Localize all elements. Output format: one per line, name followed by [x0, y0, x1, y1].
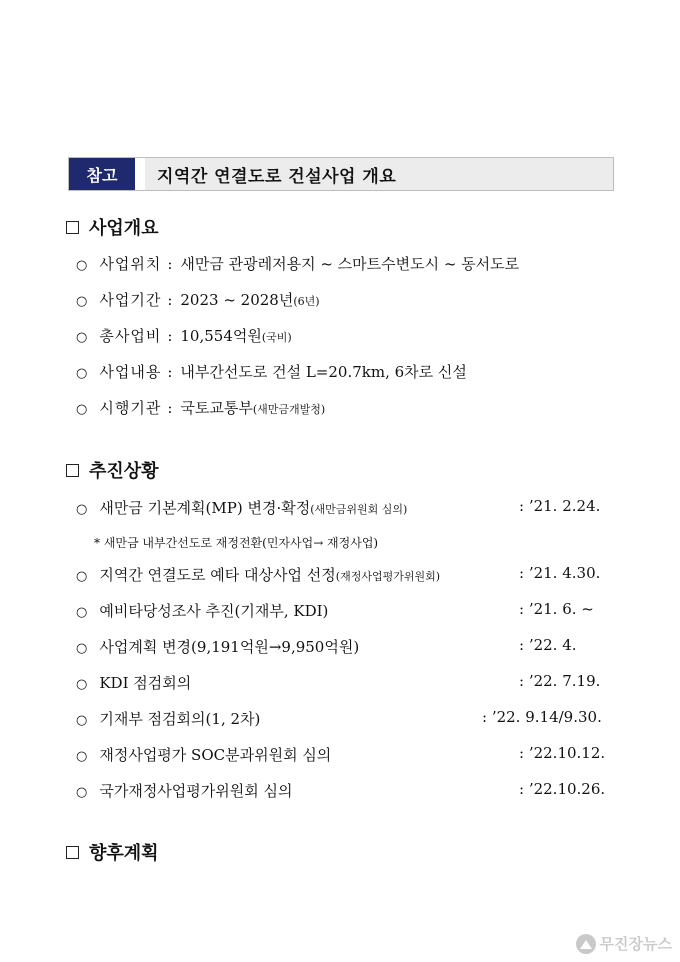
- overview-value: 내부간선도로 건설 L=20.7km, 6차로 신설: [180, 363, 467, 381]
- progress-item: [76, 708, 260, 729]
- overview-label: 사업위치: [99, 255, 162, 273]
- circle-bullet-icon: ○: [76, 605, 88, 620]
- progress-text: 국가재정사업평가위원회 심의: [99, 782, 293, 800]
- progress-text: 지역간 연결도로 예타 대상사업 선정: [99, 566, 336, 584]
- overview-value: 새만금 관광레저용지 ~ 스마트수변도시 ~ 동서도로: [180, 255, 520, 273]
- overview-label: 총사업비: [99, 327, 162, 345]
- progress-item: [76, 672, 191, 693]
- section-progress-title: 추진상황: [89, 461, 159, 482]
- progress-note: (재정사업평가위원회): [335, 570, 440, 583]
- watermark: [576, 933, 672, 954]
- circle-bullet-icon: ○: [76, 502, 88, 517]
- mountain-logo-icon: [576, 934, 596, 954]
- progress-item: [76, 600, 328, 621]
- circle-bullet-icon: ○: [76, 749, 88, 764]
- circle-bullet-icon: ○: [76, 713, 88, 728]
- circle-bullet-icon: ○: [76, 294, 88, 309]
- progress-item: [76, 780, 292, 801]
- progress-note: (새만금위원회 심의): [310, 503, 408, 516]
- colon-separator: :: [167, 327, 173, 345]
- section-plan-title: 향후계획: [89, 843, 159, 864]
- overview-row-agency: [76, 397, 325, 418]
- colon-separator: :: [167, 255, 173, 273]
- circle-bullet-icon: ○: [76, 677, 88, 692]
- circle-bullet-icon: ○: [76, 366, 88, 381]
- progress-item: [76, 744, 331, 765]
- overview-value: 2023 ~ 2028년: [180, 291, 294, 309]
- progress-date: : ’22. 9.14/9.30.: [482, 708, 602, 726]
- overview-value: 10,554억원: [180, 327, 262, 345]
- section-overview-heading: [66, 214, 159, 240]
- section-overview-title: 사업개요: [89, 218, 159, 239]
- circle-bullet-icon: ○: [76, 402, 88, 417]
- overview-note: (6년): [293, 295, 320, 308]
- progress-text: KDI 점검회의: [99, 674, 192, 692]
- overview-value: 국토교통부: [180, 399, 253, 417]
- circle-bullet-icon: ○: [76, 258, 88, 273]
- progress-text: 새만금 기본계획(MP) 변경·확정: [99, 499, 311, 517]
- progress-date: : ’22.10.26.: [519, 780, 606, 798]
- circle-bullet-icon: ○: [76, 330, 88, 345]
- section-progress-heading: [66, 457, 159, 483]
- progress-text: 재정사업평가 SOC분과위원회 심의: [99, 746, 332, 764]
- progress-text: 예비타당성조사 추진(기재부, KDI): [99, 602, 329, 620]
- circle-bullet-icon: ○: [76, 641, 88, 656]
- section-plan-heading: [66, 839, 159, 865]
- checkbox-square-icon: [66, 846, 79, 859]
- overview-row-cost: [76, 325, 292, 346]
- progress-item: [76, 564, 440, 585]
- progress-item: [76, 497, 407, 518]
- overview-row-content: [76, 361, 467, 382]
- progress-date: : ’22.10.12.: [519, 744, 606, 762]
- overview-label: 시행기관: [99, 399, 162, 417]
- progress-item: [76, 636, 359, 657]
- colon-separator: :: [167, 399, 173, 417]
- title-box-gap: [135, 158, 145, 190]
- progress-date: : ’22. 4.: [519, 636, 577, 654]
- box-title-text: 지역간 연결도로 건설사업 개요: [145, 158, 613, 190]
- overview-row-location: [76, 253, 519, 274]
- colon-separator: :: [167, 363, 173, 381]
- checkbox-square-icon: [66, 464, 79, 477]
- progress-text: 사업계획 변경(9,191억원→9,950억원): [99, 638, 360, 656]
- overview-label: 사업내용: [99, 363, 162, 381]
- progress-date: : ’21. 6. ~: [519, 600, 594, 618]
- overview-label: 사업기간: [99, 291, 162, 309]
- circle-bullet-icon: ○: [76, 785, 88, 800]
- progress-date: : ’21. 2.24.: [519, 497, 601, 515]
- progress-date: : ’22. 7.19.: [519, 672, 601, 690]
- progress-date: : ’21. 4.30.: [519, 564, 601, 582]
- checkbox-square-icon: [66, 221, 79, 234]
- overview-note: (국비): [261, 331, 292, 344]
- colon-separator: :: [167, 291, 173, 309]
- progress-text: 기재부 점검회의(1, 2차): [99, 710, 261, 728]
- title-box: [68, 157, 614, 191]
- footnote: * 새만금 내부간선도로 재정전환(민자사업→ 재정사업): [94, 536, 379, 550]
- reference-tag: 참고: [69, 158, 135, 190]
- circle-bullet-icon: ○: [76, 569, 88, 584]
- watermark-text: 무진장뉴스: [599, 935, 672, 953]
- overview-note: (새만금개발청): [252, 403, 326, 416]
- overview-row-period: [76, 289, 320, 310]
